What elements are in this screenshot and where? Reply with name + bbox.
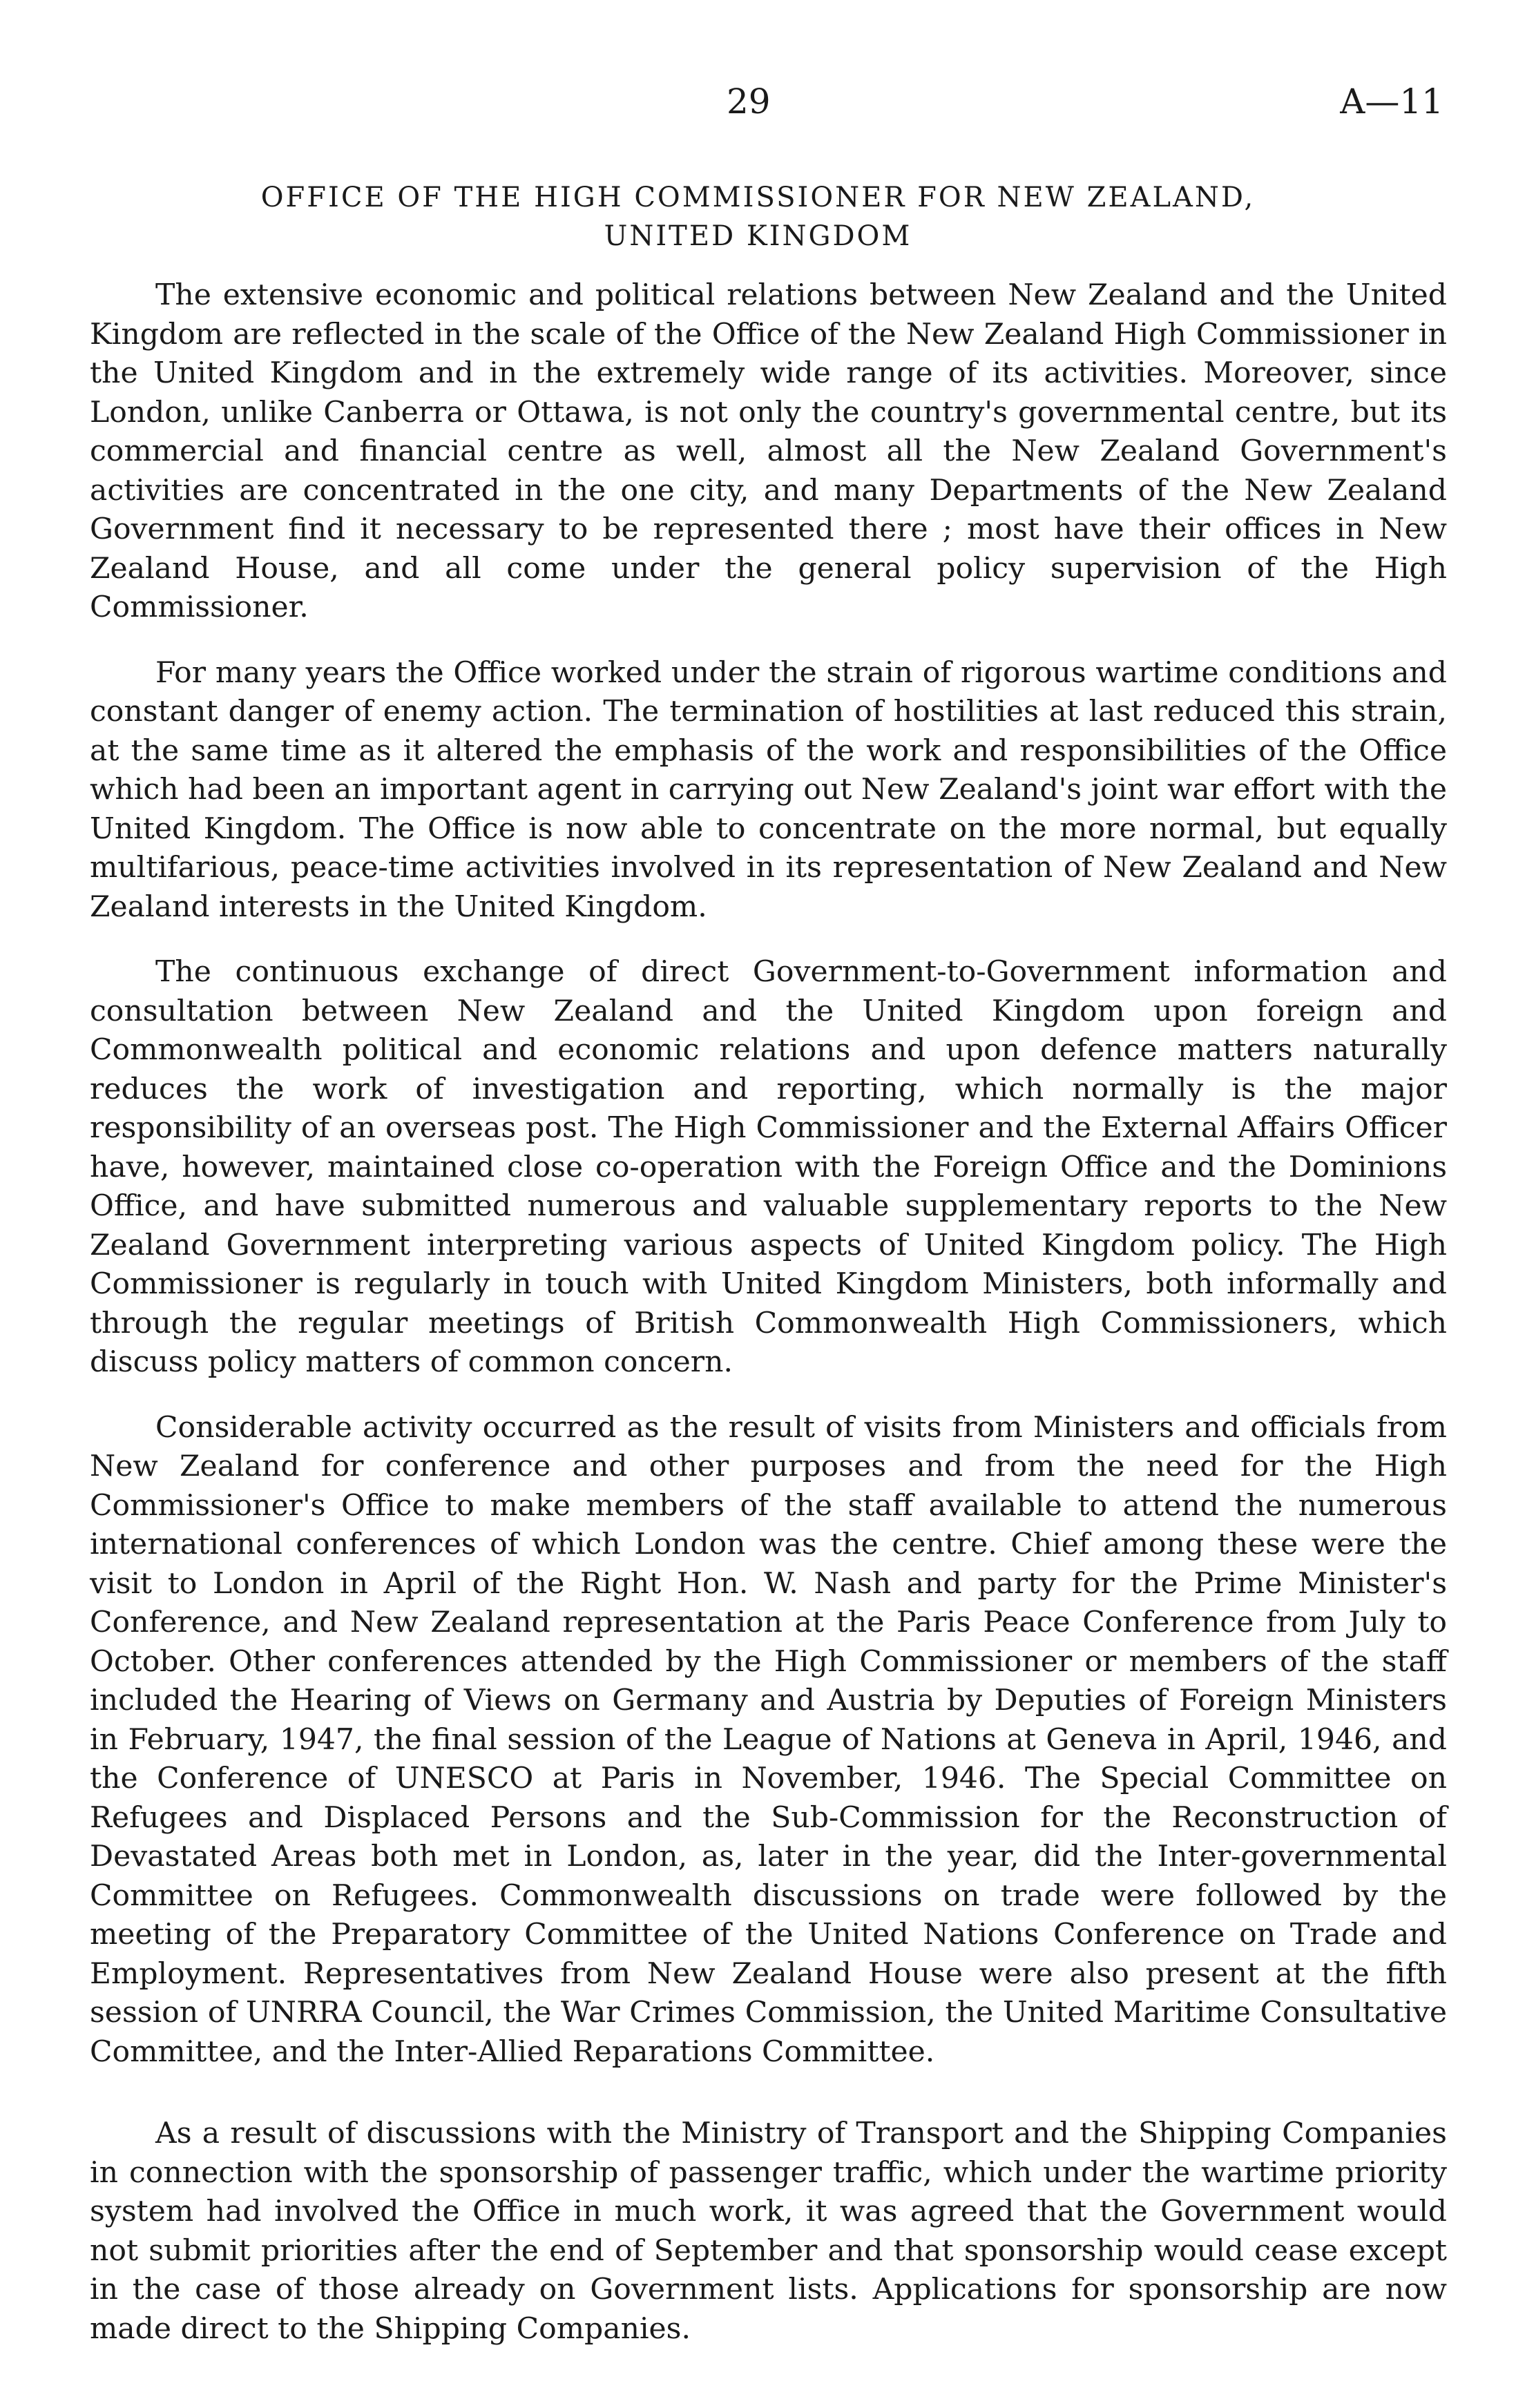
paragraph-1: The extensive economic and political relations between New Zealand and the United Kingdom are reflected in the scale of the Office of the New Zealand High Commissioner in the United Kingdom and in the extremely wide range of its activities. Moreover, since London, unlike Canberra or Ottawa, is not only the country's governmental centre, but its commercial and financial centre as well, almost all the New Zealand Government's activities are concentrated in the one city, and many Departments of the New Zealand Government find it necessary to be represented there ; most have their offices in New Zealand House, and all come under the general policy supervision of the High Commissioner. (90, 278, 1447, 624)
paragraph-5: As a result of discussions with the Ministry of Transport and the Shipping Companies in connection with the sponsorship of passenger traffic, which under the wartime priority system had involved the Office in much work, it was agreed that the Government would not submit priorities after the end of September and that sponsorship would cease except in the case of those already on Government lists. Applications for sponsorship are now made direct to the Shipping Companies. (90, 2117, 1447, 2346)
section-title (90, 178, 1426, 256)
document-reference: A—11 (1340, 81, 1443, 122)
body-text (90, 276, 1447, 2375)
section-title-line-1: OFFICE OF THE HIGH COMMISSIONER FOR NEW ZEALAND, (260, 182, 1256, 213)
page-header (0, 81, 1516, 137)
paragraph-3: The continuous exchange of direct Government-to-Government information and consultation between New Zealand and the United Kingdom upon foreign and Commonwealth political and economic relations and upon defence matters naturally reduces the work of investigation and reporting, which normally is the major responsibility of an overseas post. The High Commissioner and the External Affairs Officer have, however, maintained close co-operation with the Foreign Office and the Dominions Office, and have submitted numerous and valuable supplementary reports to the New Zealand Government interpreting various aspects of United Kingdom policy. The High Commissioner is regularly in touch with United Kingdom Ministers, both informally and through the regular meetings of British Commonwealth High Commissioners, which discuss policy matters of common concern. (90, 955, 1447, 1379)
paragraph-2: For many years the Office worked under the strain of rigorous wartime conditions and constant danger of enemy action. The termination of hostilities at last reduced this strain, at the same time as it altered the emphasis of the work and responsibilities of the Office which had been an important agent in carrying out New Zealand's joint war effort with the United Kingdom. The Office is now able to concentrate on the more normal, but equally multifarious, peace-time activities involved in its representation of New Zealand and New Zealand interests in the United Kingdom. (90, 655, 1447, 924)
paragraph-4: Considerable activity occurred as the result of visits from Ministers and officials from New Zealand for conference and other purposes and from the need for the High Commissioner's Office to make members of the staff available to attend the numerous international conferences of which London was the centre. Chief among these were the visit to London in April of the Right Hon. W. Nash and party for the Prime Minister's Conference, and New Zealand representation at the Paris Peace Conference from July to October. Other conferences attended by the High Commissioner or members of the staff included the Hearing of Views on Germany and Austria by Deputies of Foreign Ministers in February, 1947, the final session of the League of Nations at Geneva in April, 1946, and the Conference of UNESCO at Paris in November, 1946. The Special Committee on Refugees and Displaced Persons and the Sub-Commission for the Reconstruction of Devastated Areas both met in London, as, later in the year, did the Inter-governmental Committee on Refugees. Commonwealth discussions on trade were followed by the meeting of the Preparatory Committee of the United Nations Conference on Trade and Employment. Representatives from New Zealand House were also present at the fifth session of UNRRA Council, the War Crimes Commission, the United Maritime Consultative Committee, and the Inter-Allied Reparations Committee. (90, 1410, 1447, 2069)
page-number: 29 (727, 81, 771, 122)
section-title-line-2: UNITED KINGDOM (604, 220, 912, 252)
